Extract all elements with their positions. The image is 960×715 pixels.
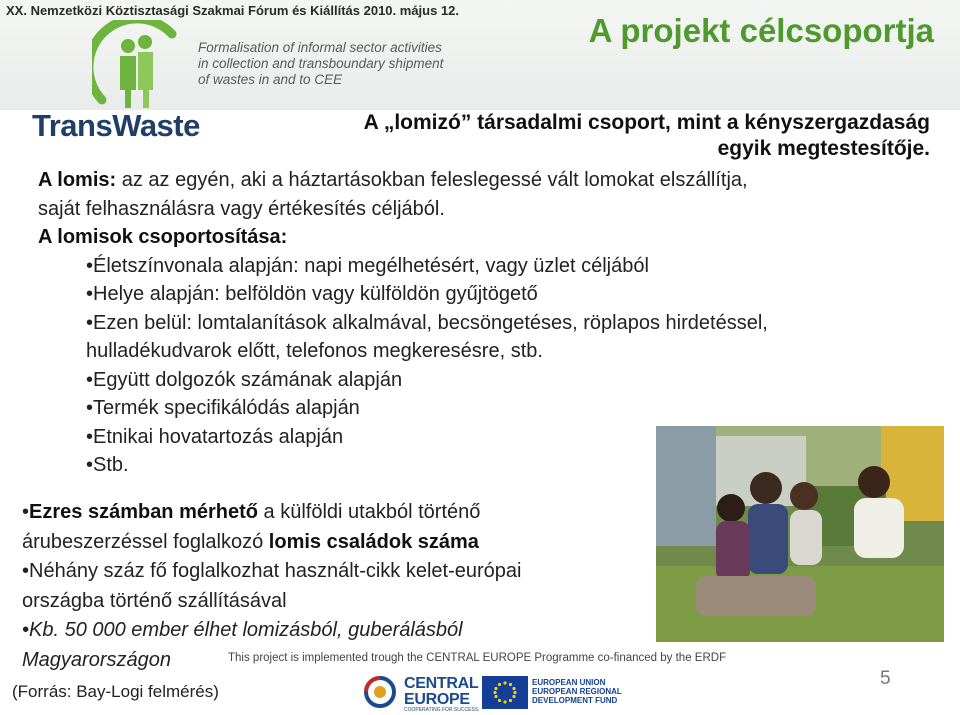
subtitle-line: egyik megtestesítője. bbox=[717, 137, 930, 160]
bullet: • bbox=[22, 501, 30, 523]
definition-line: saját felhasználásra vagy értékesítés céljából. bbox=[38, 197, 445, 220]
eu-text-line: DEVELOPMENT FUND bbox=[532, 696, 618, 705]
funding-note: This project is implemented trough the CENTRAL EUROPE Programme co-financed by the ERDF bbox=[228, 652, 727, 664]
ce-logo-text: EUROPE bbox=[404, 691, 470, 708]
list-item: •Helye alapján: belföldön vagy külföldön gyűjtögető bbox=[86, 283, 538, 305]
list-item: •Ezen belül: lomtalanítások alkalmával, becsöngetéses, röplapos hirdetéssel, bbox=[86, 311, 768, 334]
list-item: Magyarországon bbox=[22, 648, 171, 671]
definition-line bbox=[38, 166, 918, 195]
list-item: •Etnikai hovatartozás alapján bbox=[86, 425, 344, 448]
definition-term: A lomis: bbox=[38, 169, 117, 191]
list-item: •Életszínvonala alapján: napi megélhetésért, vagy üzlet céljából bbox=[86, 254, 649, 277]
transwaste-logo-icon bbox=[92, 20, 192, 112]
facts-list bbox=[22, 498, 642, 675]
fact-emphasis: lomis családok száma bbox=[268, 530, 479, 553]
eu-text-line: EUROPEAN REGIONAL bbox=[532, 687, 622, 696]
subtitle-line: A „lomizó” társadalmi csoport, mint a kényszergazdaság bbox=[363, 111, 930, 134]
fact-emphasis: Ezres számban mérhető bbox=[29, 501, 258, 523]
eu-fund-text bbox=[532, 678, 622, 705]
eu-flag-icon bbox=[482, 676, 528, 709]
project-desc-line: Formalisation of informal sector activities bbox=[198, 40, 442, 55]
event-line: XX. Nemzetközi Köztisztasági Szakmai Fórum és Kiállítás 2010. május 12. bbox=[6, 3, 460, 18]
fact-text: a külföldi utakból történő bbox=[258, 501, 481, 523]
slide-subtitle bbox=[285, 110, 930, 162]
ce-logo-text: CENTRAL bbox=[404, 675, 479, 692]
slide-title: A projekt célcsoportja bbox=[588, 12, 934, 49]
logo-text: TransWaste bbox=[32, 108, 200, 143]
source-note: (Forrás: Bay-Logi felmérés) bbox=[12, 682, 219, 701]
fact-text: árubeszerzéssel foglalkozó bbox=[22, 530, 269, 553]
list-item: országba történő szállításával bbox=[22, 589, 287, 612]
eu-text-line: EUROPEAN UNION bbox=[532, 678, 606, 687]
grouping-heading: A lomisok csoportosítása: bbox=[38, 226, 288, 248]
page-number: 5 bbox=[880, 668, 891, 689]
list-item: •Néhány száz fő foglalkozhat használt-cikk kelet-európai bbox=[22, 560, 522, 582]
list-item: •Termék specifikálódás alapján bbox=[86, 397, 360, 419]
list-item: hulladékudvarok előtt, telefonos megkeresésre, stb. bbox=[86, 340, 543, 362]
list-item: •Stb. bbox=[86, 454, 129, 476]
project-desc-line: of wastes in and to CEE bbox=[198, 72, 343, 87]
ce-slogan: COOPERATING FOR SUCCESS. bbox=[404, 707, 480, 713]
list-item bbox=[22, 498, 642, 528]
list-item: •Kb. 50 000 ember élhet lomizásból, guberálásból bbox=[22, 619, 463, 641]
children-photo bbox=[656, 426, 944, 642]
project-desc-line: in collection and transboundary shipment bbox=[198, 56, 444, 71]
project-description bbox=[198, 40, 443, 88]
list-item: •Együtt dolgozók számának alapján bbox=[86, 368, 403, 391]
list-item bbox=[22, 528, 642, 558]
definition-text: az az egyén, aki a háztartásokban feleslegessé vált lomokat elszállítja, bbox=[116, 169, 748, 191]
